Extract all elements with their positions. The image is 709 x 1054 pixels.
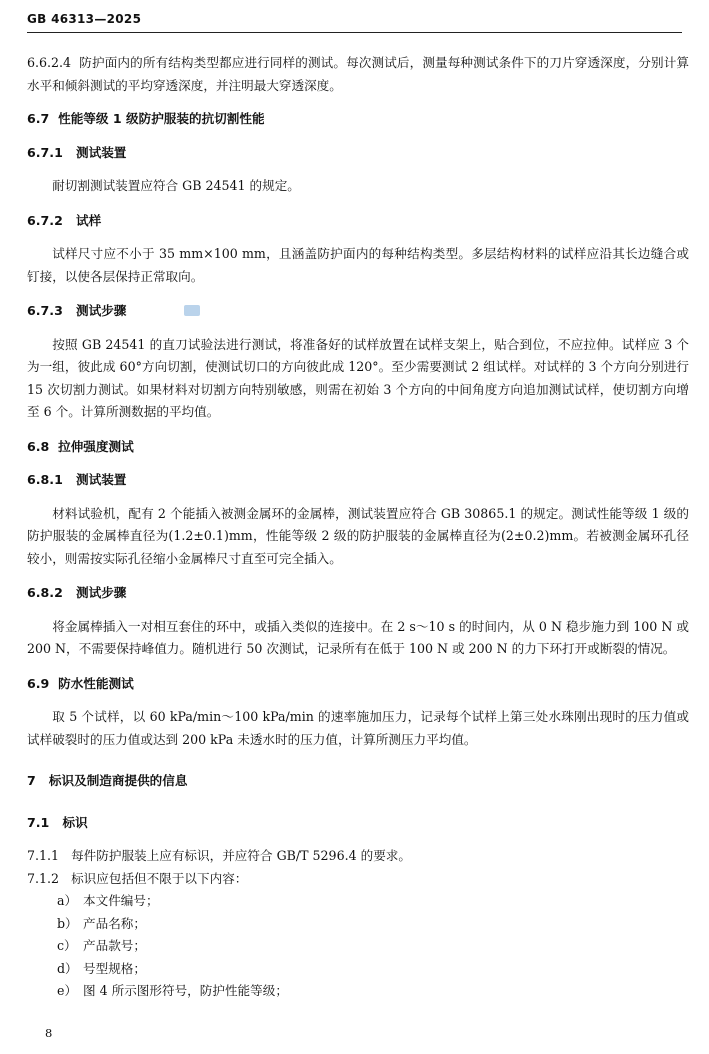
section-heading-6-7-3 (27, 300, 689, 323)
section-title: 测试步骤 (76, 303, 127, 318)
section-title: 性能等级 1 级防护服装的抗切割性能 (58, 111, 265, 126)
paragraph: 取 5 个试样，以 60 kPa/min～100 kPa/min 的速率施加压力，记录每个试样上第三处水珠刚出现时的压力值或试样破裂时的压力值或达到 200 kPa 未透水时的压力值，计算所测压力平均值。 (27, 709, 689, 747)
list-text: 产品款号； (83, 938, 146, 953)
section-title: 试样 (76, 212, 102, 228)
section-heading-6-9 (27, 673, 689, 696)
standard-number-header: GB 46313—2025 (27, 12, 142, 26)
section-title: 测试装置 (76, 472, 127, 487)
section-number: 6.7 (27, 111, 50, 126)
clause-text: 每件防护服装上应有标识，并应符合 GB/T 5296.4 的要求。 (71, 848, 411, 863)
list-item (27, 913, 689, 936)
section-number: 6.8.2 (27, 585, 63, 600)
clause-text: 标识应包括但不限于以下内容： (71, 870, 248, 886)
section-number: 7 (27, 773, 36, 788)
list-label: e） (57, 983, 78, 998)
section-heading-6-8 (27, 436, 689, 459)
list-item (27, 890, 689, 913)
document-body (27, 52, 689, 1003)
paragraph: 试样尺寸应不小于 35 mm×100 mm，且涵盖防护面内的每种结构类型。多层结构材料的试样应沿其长边缝合或钉接，以使各层保持正常取向。 (27, 246, 689, 284)
section-title: 拉伸强度测试 (58, 438, 134, 454)
section-heading-6-8-2 (27, 582, 689, 605)
list-item (27, 935, 689, 958)
section-title: 标识及制造商提供的信息 (48, 773, 188, 788)
list-label: b） (57, 915, 78, 931)
paragraph: 耐切割测试装置应符合 GB 24541 的规定。 (52, 178, 300, 193)
list-label: a） (57, 893, 78, 908)
page-number: 8 (45, 1026, 53, 1040)
section-heading-6-7 (27, 108, 689, 131)
section-number: 6.8 (27, 438, 50, 454)
section-heading-6-8-1 (27, 469, 689, 492)
clause-7-1-1 (27, 845, 689, 868)
section-number: 6.7.2 (27, 212, 63, 228)
clause-7-1-2 (27, 868, 689, 891)
section-number: 6.7.1 (27, 144, 63, 160)
list-label: d） (57, 960, 78, 976)
paragraph: 按照 GB 24541 的直刀试验法进行测试，将准备好的试样放置在试样支架上，贴合到位，不应拉伸。试样应 3 个为一组，彼此成 60°方向切割，使测试切口的方向彼此成 120°。至少需要测试 2 组试样。对试样的 3 个方向分别进行 15 次切割力测试。如果材料对切割方向特别敏感，则需在初始 3 个方向的中间角度方向追加测试试样，使切割方向增至 6 个。计算所测数据的平均值。 (27, 336, 689, 419)
clause-text: 防护面内的所有结构类型都应进行同样的测试。每次测试后，测量每种测试条件下的刀片穿透深度，分别计算水平和倾斜测试的平均穿透深度，并注明最大穿透深度。 (27, 55, 689, 93)
section-title: 标识 (62, 814, 88, 830)
list-item (27, 980, 689, 1003)
paragraph: 将金属棒插入一对相互套住的环中，或插入类似的连接中。在 2 s～10 s 的时间内，从 0 N 稳步施力到 100 N 或 200 N，不需要保持峰值力。随机进行 50 次测试，记录所有在低于 100 N 或 200 N 的力下环打开或断裂的情况。 (27, 618, 689, 656)
clause-number: 7.1.2 (27, 870, 60, 886)
list-text: 产品名称； (83, 915, 146, 931)
list-item (27, 958, 689, 981)
section-number: 6.7.3 (27, 303, 63, 318)
list-text: 图 4 所示图形符号，防护性能等级； (83, 983, 288, 998)
section-title: 测试步骤 (76, 585, 127, 600)
clause-number: 7.1.1 (27, 848, 60, 863)
section-title: 测试装置 (76, 144, 127, 160)
paragraph: 材料试验机，配有 2 个能插入被测金属环的金属棒，测试装置应符合 GB 30865.1 的规定。测试性能等级 1 级的防护服装的金属棒直径为(1.2±0.1)mm，性能等级 2 级的防护服装的金属棒直径为(2±0.2)mm。若被测金属环孔径较小，则需按实际孔径缩小金属棒尺寸直至可完全插入。 (27, 505, 689, 566)
section-heading-7-1 (27, 812, 689, 835)
list-label: c） (57, 938, 77, 953)
clause-6-6-2-4 (27, 52, 689, 97)
clause-number: 6.6.2.4 (27, 55, 72, 70)
section-heading-6-7-1 (27, 142, 689, 165)
header-rule (27, 32, 682, 33)
section-heading-6-7-2 (27, 210, 689, 233)
section-number: 7.1 (27, 814, 50, 830)
section-number: 6.9 (27, 675, 50, 691)
chapter-heading-7 (27, 770, 689, 793)
list-text: 号型规格； (83, 960, 146, 976)
section-title: 防水性能测试 (58, 675, 134, 691)
section-number: 6.8.1 (27, 472, 63, 487)
list-text: 本文件编号； (83, 893, 159, 908)
